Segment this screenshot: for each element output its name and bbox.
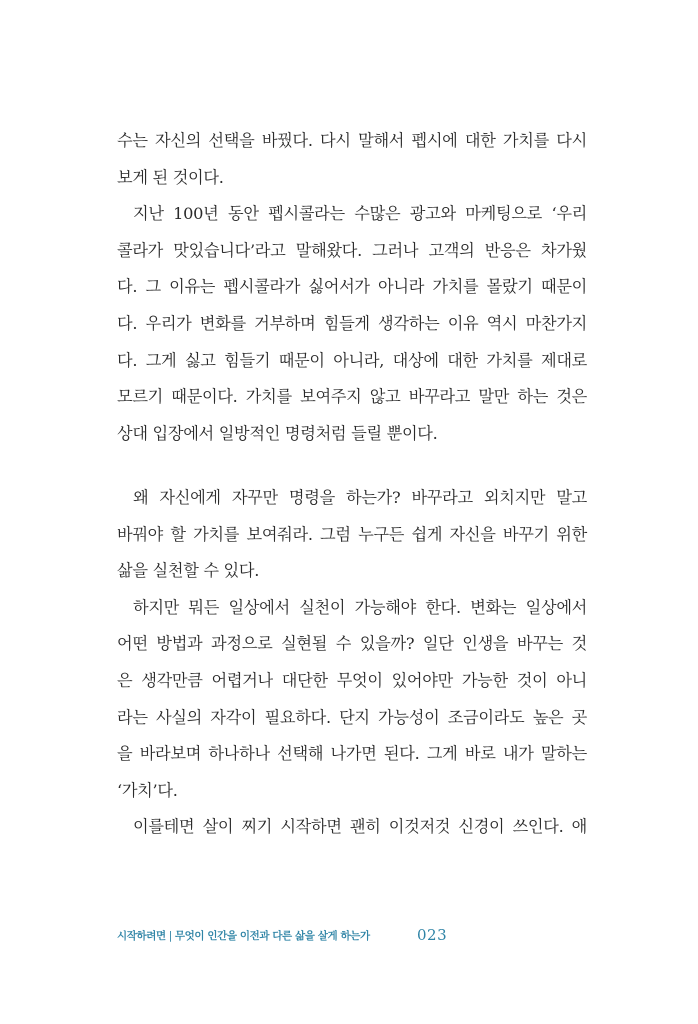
text-line: 은 생각만큼 어렵거나 대단한 무엇이 있어야만 가능한 것이 아니 [117,670,587,690]
page-number: 023 [417,926,448,944]
text-line: 을 바라보며 하나하나 선택해 나가면 된다. 그게 바로 내가 말하는 [117,744,587,764]
paragraph-block-1 [117,123,587,452]
running-head [117,928,370,943]
text-line: 왜 자신에게 자꾸만 명령을 하는가? 바꾸라고 외치지만 말고 [133,488,587,507]
text-line: ‘가치’다. [117,780,178,800]
text-line: 상대 입장에서 일방적인 명령처럼 들릴 뿐이다. [117,423,438,443]
text-line: 바꿔야 할 가치를 보여줘라. 그럼 누구든 쉽게 자신을 바꾸기 위한 [117,524,587,544]
paragraph-block-2 [117,480,587,846]
text-line: 라는 사실의 자각이 필요하다. 단지 가능성이 조금이라도 높은 곳 [117,707,587,727]
running-head-separator: | [168,930,172,942]
text-line: 콜라가 맛있습니다’라고 말해왔다. 그러나 고객의 반응은 차가웠 [117,240,587,260]
text-line: 하지만 뭐든 일상에서 실천이 가능해야 한다. 변화는 일상에서 [133,597,587,617]
text-line: 삶을 실천할 수 있다. [117,561,260,581]
chapter-title: 시작하려면 [117,930,166,942]
text-line: 모르기 때문이다. 가치를 보여주지 않고 바꾸라고 말만 하는 것은 [117,387,587,407]
page-footer [117,926,587,950]
text-line: 다. 그게 싫고 힘들기 때문이 아니라, 대상에 대한 가치를 제대로 [117,350,587,370]
text-line: 다. 우리가 변화를 거부하며 힘들게 생각하는 이유 역시 마찬가지 [117,313,587,333]
text-line: 어떤 방법과 과정으로 실현될 수 있을까? 일단 인생을 바꾸는 것 [117,634,587,654]
text-line: 수는 자신의 선택을 바꿨다. 다시 말해서 펩시에 대한 가치를 다시 [117,131,587,150]
text-line: 지난 100년 동안 펩시콜라는 수많은 광고와 마케팅으로 ‘우리 [133,204,587,224]
text-line: 이를테면 살이 찌기 시작하면 괜히 이것저것 신경이 쓰인다. 애 [133,817,587,837]
section-title: 무엇이 인간을 이전과 다른 삶을 살게 하는가 [174,930,370,942]
text-line: 다. 그 이유는 펩시콜라가 싫어서가 아니라 가치를 몰랐기 때문이 [117,277,587,297]
text-line: 보게 된 것이다. [117,167,224,187]
